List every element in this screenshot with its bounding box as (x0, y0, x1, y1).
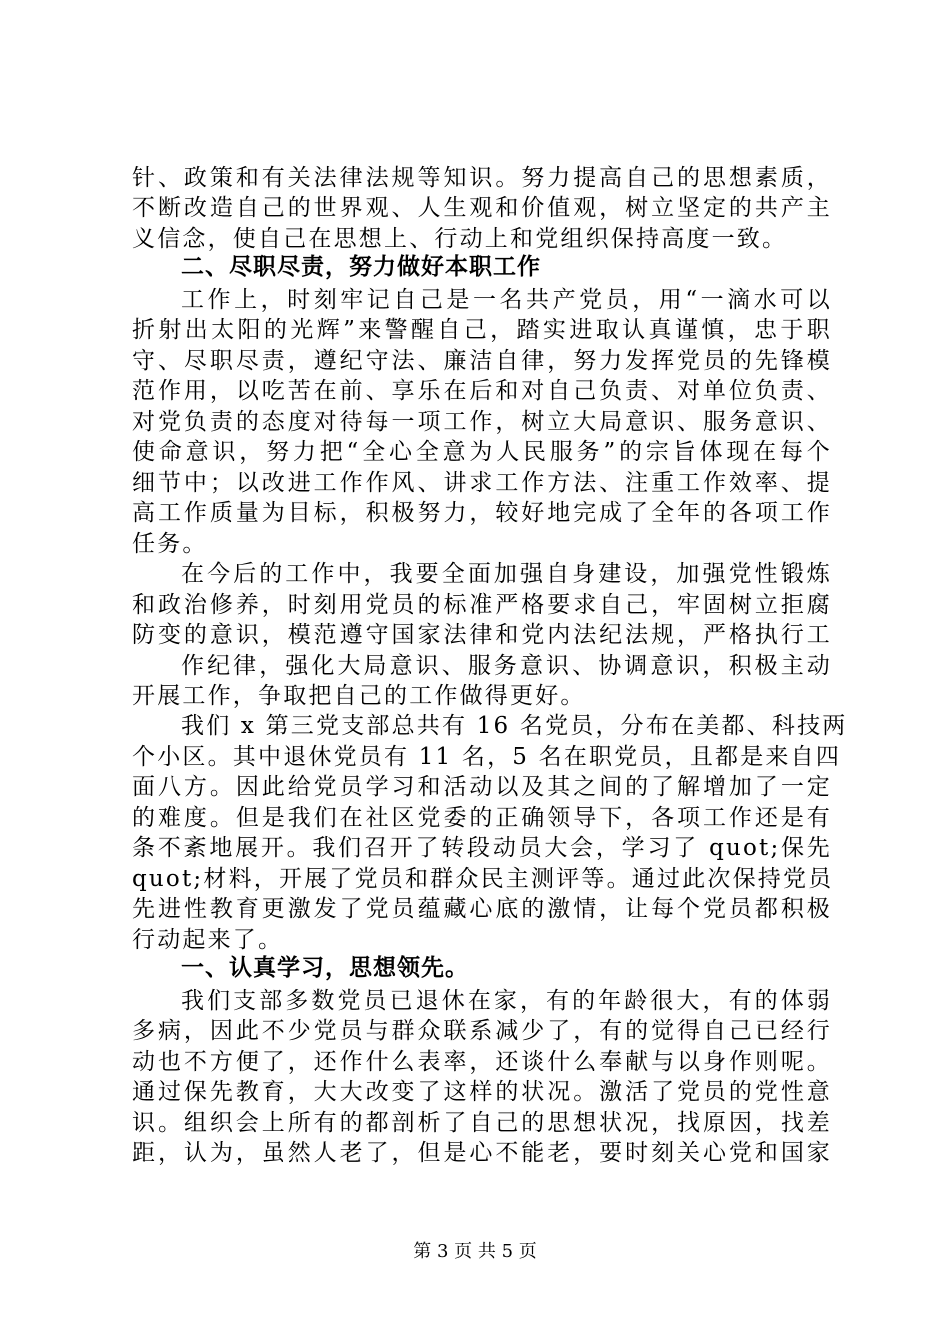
text-line: 面八方。因此给党员学习和活动以及其之间的了解增加了一定 (132, 774, 832, 800)
text-line: 和政治修养，时刻用党员的标准严格要求自己，牢固树立拒腐 (132, 592, 832, 618)
text-line: 距，认为，虽然人老了，但是心不能老，要时刻关心党和国家 (132, 1140, 832, 1166)
text-line: 范作用，以吃苦在前、享乐在后和对自己负责、对单位负责、 (132, 378, 832, 404)
text-line: 折射出太阳的光辉”来警醒自己，踏实进取认真谨慎，忠于职 (132, 317, 832, 343)
text-line: 针、政策和有关法律法规等知识。努力提高自己的思想素质， (132, 165, 832, 191)
section-heading: 一、认真学习，思想领先。 (181, 955, 469, 981)
text-line: 对党负责的态度对待每一项工作，树立大局意识、服务意识、 (132, 409, 832, 435)
text-line: 通过保先教育，大大改变了这样的状况。激活了党员的党性意 (132, 1079, 832, 1105)
text-line: 义信念，使自己在思想上、行动上和党组织保持高度一致。 (132, 226, 788, 252)
text-line: 细节中；以改进工作作风、讲求工作方法、注重工作效率、提 (132, 470, 832, 496)
text-line: 我们 x 第三党支部总共有 16 名党员，分布在美都、科技两 (181, 713, 848, 739)
text-line: 条不紊地展开。我们召开了转段动员大会，学习了 quot;保先 (132, 835, 832, 861)
text-line: 高工作质量为目标，积极努力，较好地完成了全年的各项工作 (132, 500, 832, 526)
text-line: 工作上，时刻牢记自己是一名共产党员，用“一滴水可以 (181, 287, 832, 313)
text-line: 任务。 (132, 531, 208, 557)
section-heading: 二、尽职尽责，努力做好本职工作 (181, 254, 541, 280)
text-line: 先进性教育更激发了党员蕴藏心底的激情，让每个党员都积极 (132, 896, 832, 922)
text-line: 识。组织会上所有的都剖析了自己的思想状况，找原因，找差 (132, 1110, 832, 1136)
text-line: 防变的意识，模范遵守国家法律和党内法纪法规，严格执行工 (132, 622, 832, 648)
text-line: 我们支部多数党员已退休在家，有的年龄很大，有的体弱 (181, 988, 832, 1014)
text-line: 开展工作，争取把自己的工作做得更好。 (132, 683, 586, 709)
text-line: 使命意识，努力把“全心全意为人民服务”的宗旨体现在每个 (132, 439, 832, 465)
text-line: quot;材料，开展了党员和群众民主测评等。通过此次保持党员 (132, 866, 834, 892)
text-line: 作纪律，强化大局意识、服务意识、协调意识，积极主动 (181, 653, 832, 679)
text-line: 个小区。其中退休党员有 11 名，5 名在职党员，且都是来自四 (132, 744, 842, 770)
text-line: 行动起来了。 (132, 927, 284, 953)
page-footer: 第 3 页 共 5 页 (413, 1241, 537, 1262)
text-line: 动也不方便了，还作什么表率，还谈什么奉献与以身作则呢。 (132, 1049, 832, 1075)
text-line: 不断改造自己的世界观、人生观和价值观，树立坚定的共产主 (132, 195, 832, 221)
text-line: 守、尽职尽责，遵纪守法、廉洁自律，努力发挥党员的先锋模 (132, 348, 832, 374)
text-line: 在今后的工作中，我要全面加强自身建设，加强党性锻炼 (181, 561, 832, 587)
text-line: 多病，因此不少党员与群众联系减少了，有的觉得自己已经行 (132, 1018, 832, 1044)
text-line: 的难度。但是我们在社区党委的正确领导下，各项工作还是有 (132, 805, 832, 831)
